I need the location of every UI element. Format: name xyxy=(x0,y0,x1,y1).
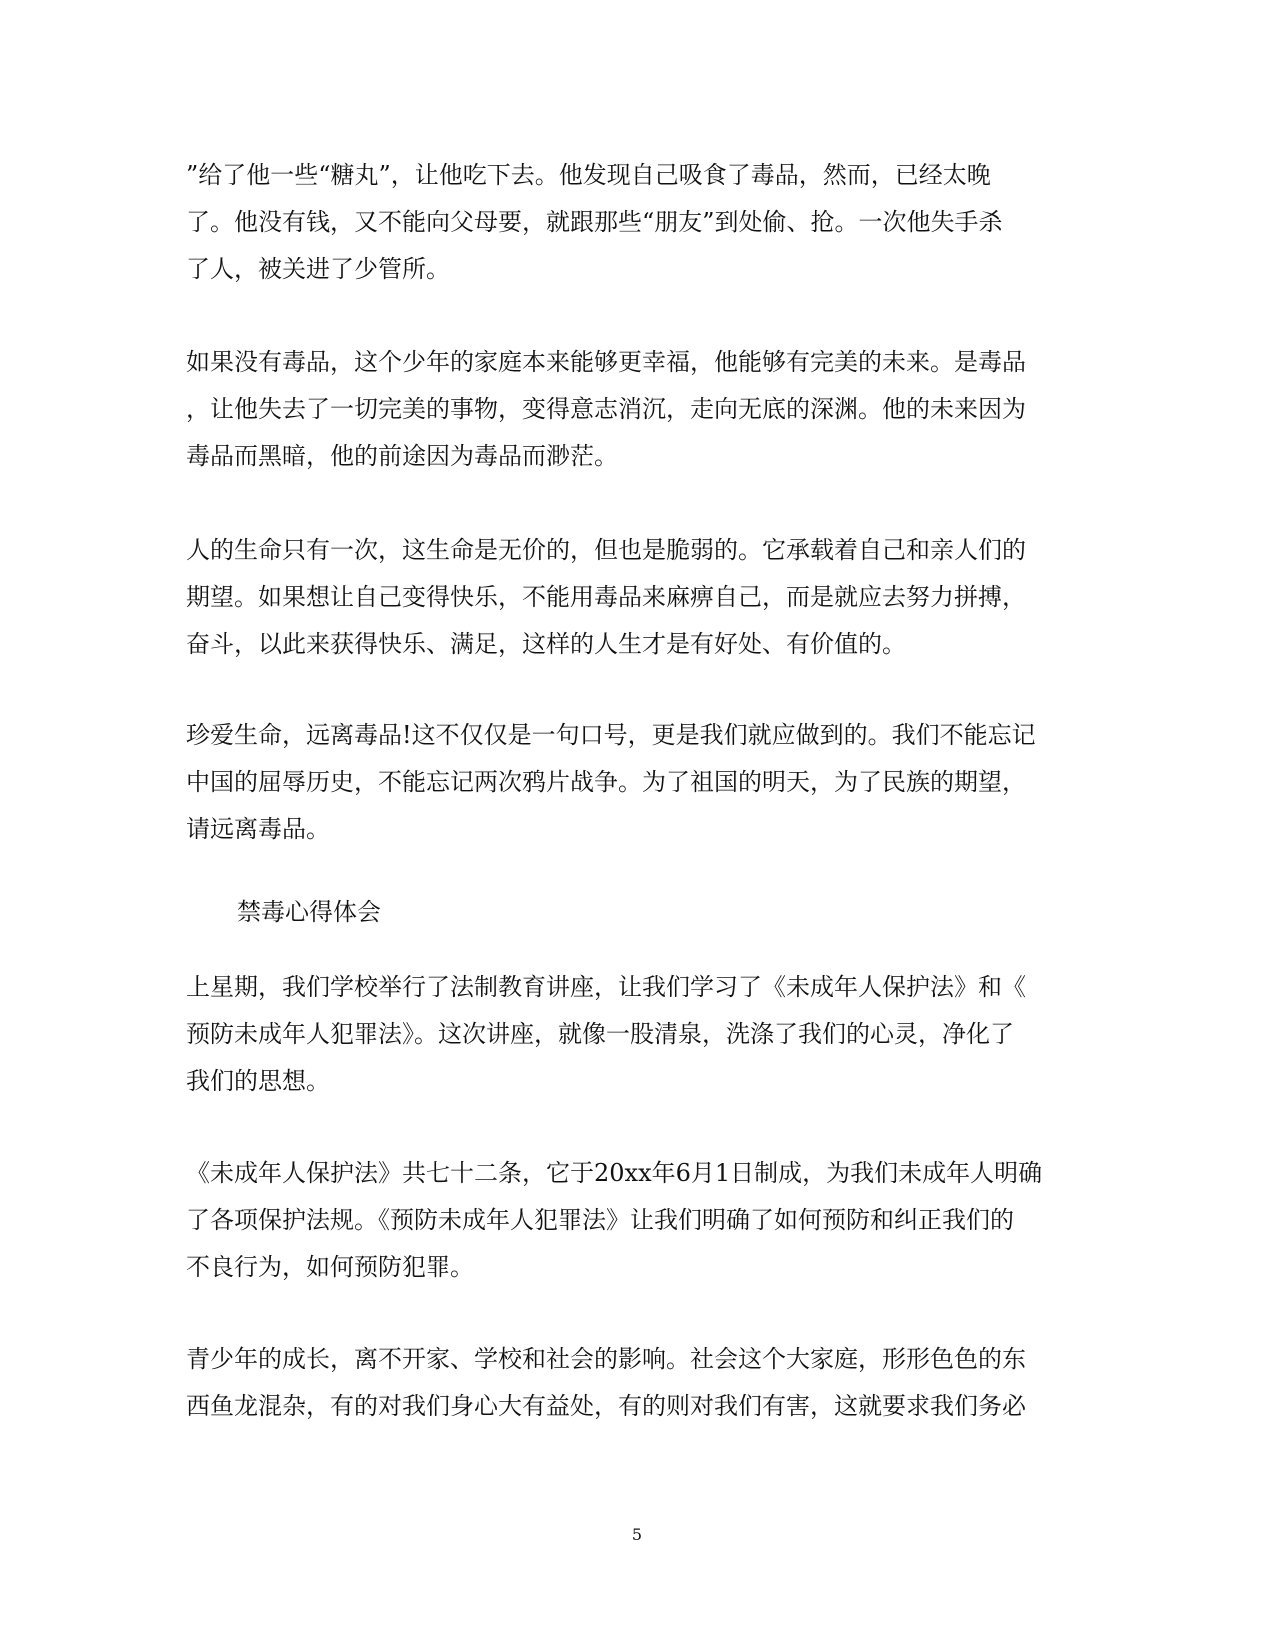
paragraph-7 xyxy=(186,1336,1086,1430)
paragraph-6 xyxy=(186,1150,1086,1291)
paragraph-5 xyxy=(186,964,1086,1105)
text-line: 奋斗，以此来获得快乐、满足，这样的人生才是有好处、有价值的。 xyxy=(186,630,906,658)
paragraph-1 xyxy=(186,152,1086,293)
text-line: 中国的屈辱历史，不能忘记两次鸦片战争。为了祖国的明天，为了民族的期望， xyxy=(186,768,1026,796)
text-line: 请远离毒品。 xyxy=(186,815,330,843)
paragraph-4 xyxy=(186,712,1086,853)
text-line: 人的生命只有一次，这生命是无价的，但也是脆弱的。它承载着自己和亲人们的 xyxy=(186,536,1026,564)
text-line: 毒品而黑暗，他的前途因为毒品而渺茫。 xyxy=(186,442,618,470)
text-line: 《未成年人保护法》共七十二条，它于20xx年6月1日制成，为我们未成年人明确 xyxy=(186,1159,1043,1187)
text-line: 期望。如果想让自己变得快乐，不能用毒品来麻痹自己，而是就应去努力拼搏， xyxy=(186,583,1026,611)
section-title: 禁毒心得体会 xyxy=(237,898,381,926)
paragraph-2 xyxy=(186,339,1086,480)
text-line: 了。他没有钱，又不能向父母要，就跟那些“朋友”到处偷、抢。一次他失手杀 xyxy=(186,208,1003,236)
paragraph-3 xyxy=(186,527,1086,668)
text-line: 了各项保护法规。《预防未成年人犯罪法》让我们明确了如何预防和纠正我们的 xyxy=(186,1206,1014,1234)
text-line: 上星期，我们学校举行了法制教育讲座，让我们学习了《未成年人保护法》和《 xyxy=(186,973,1026,1001)
text-line: 了人，被关进了少管所。 xyxy=(186,255,450,283)
text-line: 不良行为，如何预防犯罪。 xyxy=(186,1253,474,1281)
text-line: 珍爱生命，远离毒品!这不仅仅是一句口号，更是我们就应做到的。我们不能忘记 xyxy=(186,721,1036,749)
text-line: ，让他失去了一切完美的事物，变得意志消沉，走向无底的深渊。他的未来因为 xyxy=(186,395,1026,423)
text-line: 西鱼龙混杂，有的对我们身心大有益处，有的则对我们有害，这就要求我们务必 xyxy=(186,1392,1026,1420)
text-line: 如果没有毒品，这个少年的家庭本来能够更幸福，他能够有完美的未来。是毒品 xyxy=(186,348,1026,376)
text-line: ”给了他一些“糖丸”，让他吃下去。他发现自己吸食了毒品，然而，已经太晚 xyxy=(186,161,991,189)
text-line: 青少年的成长，离不开家、学校和社会的影响。社会这个大家庭，形形色色的东 xyxy=(186,1345,1026,1373)
text-line: 我们的思想。 xyxy=(186,1067,330,1095)
page-number: 5 xyxy=(631,1525,643,1544)
text-line: 预防未成年人犯罪法》。这次讲座，就像一股清泉，洗涤了我们的心灵，净化了 xyxy=(186,1020,1014,1048)
